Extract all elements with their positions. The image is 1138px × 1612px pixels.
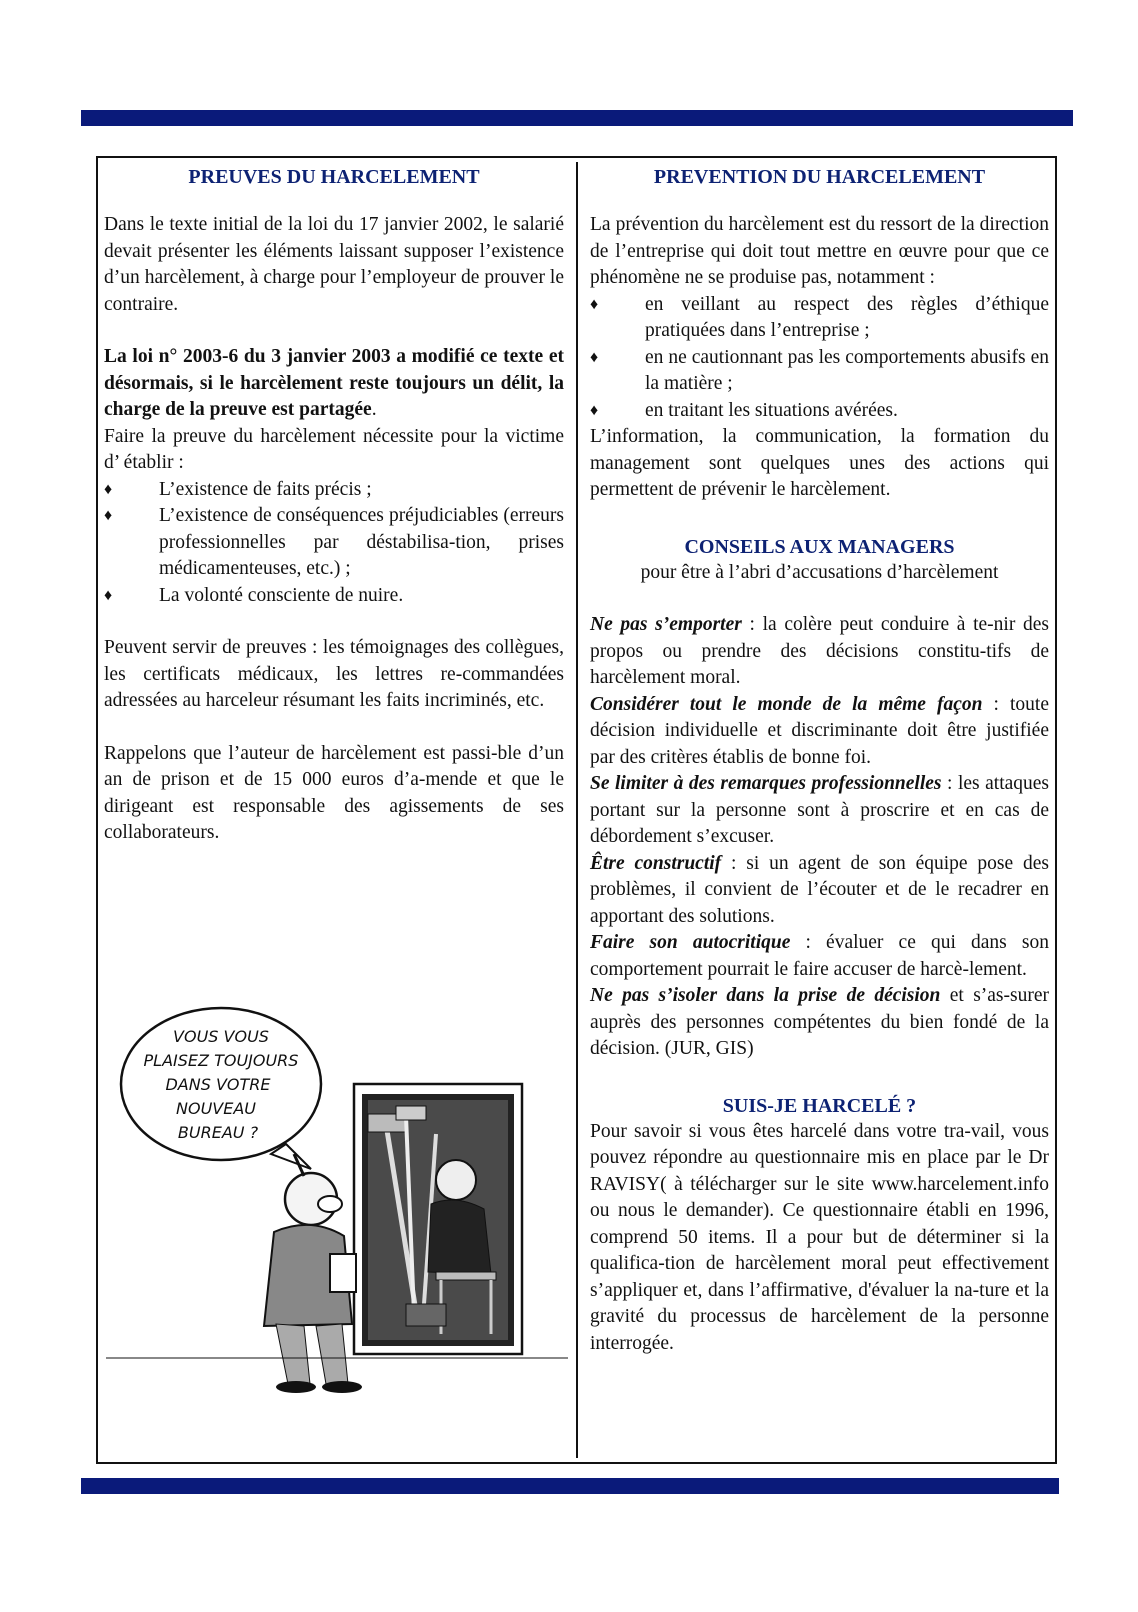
list-item (104, 477, 564, 504)
loi-2003-period: . (371, 399, 377, 420)
diamond-bullet-icon: ♦ (590, 348, 599, 366)
paragraph-loi-2002: Dans le texte initial de la loi du 17 janvier 2002, le salarié devait présenter les éléments laissant supposer l’existence d’un harcèlement, à charge pour l’employeur de prouver le contraire. (104, 214, 564, 315)
bubble-text-line: VOUS VOUS (173, 1027, 269, 1046)
diamond-bullet-icon: ♦ (104, 507, 113, 524)
diamond-bullet-icon: ♦ (590, 295, 599, 313)
list-item-text: L’existence de faits précis ; (159, 478, 372, 500)
bottom-decorative-band (81, 1478, 1059, 1494)
left-column (104, 160, 564, 847)
advice-item (590, 851, 1049, 931)
advice-text: : les attaques portant sur la personne sont à proscrire et en cas de débordement s’excuser. (590, 773, 1050, 847)
advice-text: et s’as-surer auprès des personnes compétentes du bien fondé de la décision. (JUR, GIS) (590, 985, 1049, 1059)
advice-lead: Faire son autocritique (590, 932, 791, 953)
section-title-prevention: PREVENTION DU HARCELEMENT (653, 166, 986, 188)
list-item (104, 583, 564, 610)
diamond-bullet-icon: ♦ (104, 480, 113, 498)
right-column (590, 160, 1049, 1357)
bubble-text-line: NOUVEAU (176, 1099, 256, 1118)
advice-lead: Être constructif (590, 852, 722, 874)
diamond-bullet-icon: ♦ (590, 401, 599, 419)
list-item-text: en traitant les situations avérées. (645, 399, 898, 421)
top-decorative-band (81, 110, 1073, 126)
list-item (104, 503, 564, 583)
list-item (590, 292, 1049, 345)
list-item (590, 345, 1049, 398)
prevention-bullet-list (590, 292, 1049, 425)
advice-lead: Considérer tout le monde de la même façon (590, 693, 983, 715)
paragraph-questionnaire: Pour savoir si vous êtes harcelé dans votre tra-vail, vous pouvez répondre au questionnaire mis en place par le Dr RAVISY( à télécharger sur le site www.harcelement.info ou nous le demander). Ce questionnaire établi en 1996, comprend 50 items. Il a pour but de déterminer si la qualifica-tion de harcèlement moral peut effectivement s’appliquer et, dans l’affirmative, d'évaluer la na-ture et la gravité du processus de harcèlement de la personne interrogée. (590, 1120, 1049, 1354)
section-title-suis-je-harcele: SUIS-JE HARCELÉ ? (722, 1094, 917, 1117)
bubble-text-line: DANS VOTRE (165, 1075, 271, 1094)
advice-lead: Ne pas s’isoler dans la prise de décision (590, 985, 941, 1006)
advice-text: : la colère peut conduire à te-nir des propos ou prendre des décisions constitu-tifs de harcèlement moral. (590, 614, 1049, 688)
advice-item (590, 930, 1049, 983)
diamond-bullet-icon: ♦ (104, 586, 113, 604)
paragraph-faire-preuve: Faire la preuve du harcèlement nécessite pour la victime d’ établir : (104, 425, 564, 473)
bubble-text-line: PLAISEZ TOUJOURS (143, 1051, 299, 1070)
section-title-preuves: PREUVES DU HARCELEMENT (188, 166, 480, 188)
paragraph-information: L’information, la communication, la formation du management sont quelques unes des actions qui permettent de prévenir le harcèlement. (590, 426, 1049, 500)
advice-text: : si un agent de son équipe pose des problèmes, il convient de l’écouter et de le recadrer en apportant des solutions. (590, 852, 1049, 927)
list-item-text: en veillant au respect des règles d’éthique pratiquées dans l’entreprise ; (645, 293, 1049, 341)
bubble-text-line: BUREAU ? (177, 1123, 259, 1142)
advice-text: : évaluer ce qui dans son comportement pourrait le faire accuser de harcè-lement. (590, 932, 1049, 980)
paragraph-sanctions: Rappelons que l’auteur de harcèlement est passi-ble d’un an de prison et de 15 000 euros d’a-mende et que le dirigeant est responsable des agissements de ses collaborateurs. (104, 742, 564, 843)
loi-2003-bold-text: La loi n° 2003-6 du 3 janvier 2003 a modifié ce texte et désormais, si le harcèlement reste toujours un délit, la charge de la preuve est partagée (104, 346, 564, 420)
paragraph-loi-2003 (104, 344, 564, 424)
advice-lead: Se limiter à des remarques professionnelles (590, 773, 942, 794)
paragraph-prevention: La prévention du harcèlement est du ressort de la direction de l’entreprise qui doit tout mettre en œuvre pour que ce phénomène ne se produise pas, notamment : (590, 214, 1049, 288)
advice-item (590, 692, 1049, 772)
list-item (590, 398, 1049, 425)
advice-item (590, 983, 1049, 1063)
office-cartoon-illustration (106, 1004, 568, 1396)
conseils-subtitle: pour être à l’abri d’accusations d’harcèlement (640, 561, 999, 583)
list-item-text: L’existence de conséquences préjudiciables (erreurs professionnelles par déstabilisa-tion, prises médicamenteuses, etc.) ; (159, 505, 564, 579)
list-item-text: en ne cautionnant pas les comportements abusifs en la matière ; (645, 346, 1049, 394)
advice-item (590, 771, 1049, 851)
paragraph-preuves: Peuvent servir de preuves : les témoignages des collègues, les certificats médicaux, les lettres re-commandées adressées au harceleur résumant les faits incriminés, etc. (104, 637, 564, 711)
advice-lead: Ne pas s’emporter (590, 614, 742, 635)
column-divider (576, 162, 578, 1458)
advice-text: : toute décision individuelle et discriminante doit être justifiée par des critères établis de bonne foi. (590, 693, 1049, 768)
section-title-conseils: CONSEILS AUX MANAGERS (684, 535, 955, 558)
preuve-bullet-list (104, 477, 564, 610)
list-item-text: La volonté consciente de nuire. (159, 584, 404, 606)
advice-item (590, 612, 1049, 692)
